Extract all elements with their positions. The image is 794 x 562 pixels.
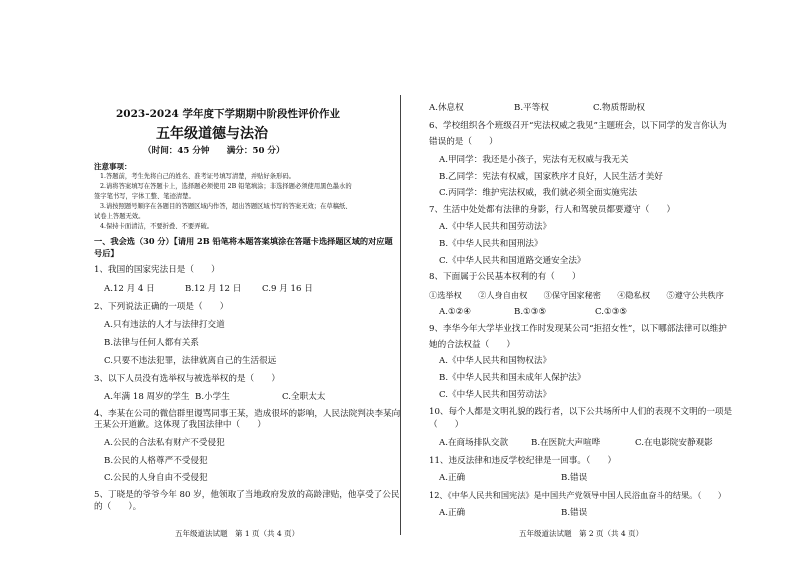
q1-option-c: C.9 月 16 日: [262, 284, 313, 294]
q3-option-c: C.全职太太: [282, 392, 326, 402]
q2-option-c: C.只要不违法犯罪，法律就离自己的生活很远: [104, 356, 277, 366]
q6-option-c: C.丙同学：维护宪法权威，我们就必须全面实施宪法: [439, 188, 638, 198]
question-12: 12、《中华人民共和国宪法》是中国共产党领导中国人民浴血奋斗的结果。（ ）: [429, 490, 726, 500]
question-6-cont: 错误的是（ ）: [429, 137, 498, 147]
q1-option-a: A.12 月 4 日: [104, 284, 155, 294]
q9-option-a: A.《中华人民共和国物权法》: [439, 356, 552, 366]
q10-option-b: B.在医院大声喧哗: [531, 438, 601, 448]
section-heading-cont: 号后】: [94, 248, 119, 258]
question-7: 7、生活中处处都有法律的身影，行人和驾驶员都要遵守（ ）: [429, 205, 676, 215]
q5-option-a: A.休息权: [429, 103, 464, 113]
notice-title: 注意事项：: [94, 162, 132, 171]
question-10: 10、每个人都是文明礼貌的践行者，以下公共场所中人们的表现不文明的一项是: [429, 407, 733, 417]
question-3: 3、以下人员没有选举权与被选举权的是（ ）: [94, 374, 280, 384]
q12-option-b: B.错误: [561, 508, 588, 518]
q11-option-b: B.错误: [561, 473, 588, 483]
q11-option-a: A.正确: [439, 473, 466, 483]
q4-option-b: B.公民的人格尊严不受侵犯: [104, 456, 208, 466]
q7-option-b: B.《中华人民共和国刑法》: [439, 239, 543, 249]
q4-option-c: C.公民的人身自由不受侵犯: [104, 473, 208, 483]
q1-option-b: B.12 月 12 日: [185, 284, 242, 294]
question-4: 4、李某在公司的微信群里谩骂同事王某，造成很坏的影响，人民法院判决李某向: [94, 409, 401, 419]
q3-option-a: A.年满 18 周岁的学生: [104, 392, 190, 402]
q2-option-a: A.只有违法的人才与法律打交道: [104, 320, 225, 330]
notice-line: 3.请按照题号顺序在各题目的答题区域内作答，超出答题区域书写的答案无效；在草稿纸、: [100, 203, 352, 210]
page-footer: 五年级道法试题 第 2 页（共 4 页）: [519, 529, 644, 538]
q8-option-c: C.①③⑤: [595, 307, 628, 317]
notice-line: 试卷上答题无效。: [94, 213, 145, 220]
question-11: 11、违反法律和违反学校纪律是一回事。（ ）: [429, 456, 617, 466]
q7-option-c: C.《中华人民共和国道路交通安全法》: [439, 256, 586, 266]
q6-option-b: B.乙同学：宪法有权威，国家秩序才良好，人民生活才美好: [439, 172, 663, 182]
question-4-cont: 王某公开道歉。这体现了我国法律中（ ）: [94, 420, 266, 430]
question-2: 2、下列说法正确的一项是（ ）: [94, 302, 229, 312]
q12-option-a: A.正确: [439, 508, 466, 518]
notice-line: 4.保持卡面清洁，不要折叠、不要弄破。: [100, 223, 214, 230]
exam-info: （时间：45 分钟 满分：50 分）: [143, 146, 285, 156]
q3-option-b: B.小学生: [195, 392, 230, 402]
q4-option-a: A.公民的合法私有财产不受侵犯: [104, 438, 225, 448]
q6-option-a: A.甲同学：我还是小孩子，宪法有无权威与我无关: [439, 155, 629, 165]
section-heading: 一、我会选（30 分）【请用 2B 铅笔将本题答案填涂在答题卡选择题区域的对应题: [94, 236, 393, 246]
question-5: 5、丁晓是的爷爷今年 80 岁，他领取了当地政府发放的高龄津贴，他享受了公民: [94, 490, 400, 500]
exam-year-title: 2023-2024 学年度下学期期中阶段性评价作业: [116, 108, 340, 120]
q7-option-a: A.《中华人民共和国劳动法》: [439, 222, 552, 232]
q5-option-b: B.平等权: [514, 103, 549, 113]
notice-line: 1.答题前，考生先将自己的姓名、准考证号填写清楚，并贴好条形码。: [100, 173, 295, 180]
notice-line: 签字笔书写，字体工整、笔迹清楚。: [94, 193, 195, 200]
question-1: 1、我国的国家宪法日是（ ）: [94, 265, 220, 275]
q8-option-a: A.①②④: [439, 307, 472, 317]
q10-option-a: A.在商场排队交款: [439, 438, 509, 448]
exam-page-2: [397, 0, 794, 562]
question-9-cont: 她的合法权益（ ）: [429, 340, 515, 350]
q10-option-c: C.在电影院安静观影: [635, 438, 713, 448]
question-9: 9、李华今年大学毕业找工作时发现某公司“拒招女性”，以下哪部法律可以维护: [429, 324, 727, 334]
question-6: 6、学校组织各个班级召开“宪法权威之我见”主题班会，以下同学的发言你认为: [429, 121, 727, 131]
q9-option-c: C.《中华人民共和国劳动法》: [439, 390, 552, 400]
question-8: 8、下面属于公民基本权利的有（ ）: [429, 272, 581, 282]
question-10-cont: （ ）: [429, 420, 464, 430]
q5-option-c: C.物质帮助权: [593, 103, 645, 113]
q8-option-b: B.①③⑤: [514, 307, 547, 317]
subject-title: 五年级道德与法治: [156, 126, 268, 142]
q2-option-b: B.法律与任何人都有关系: [104, 338, 199, 348]
notice-line: 2.请将答案填写在答题卡上，选择题必须使用 2B 铅笔填涂；非选择题必须使用黑色墨水的: [100, 183, 352, 190]
q8-items: ①选举权 ②人身自由权 ③保守国家秘密 ④隐私权 ⑤遵守公共秩序: [429, 290, 724, 300]
question-5-cont: 的（ ）。: [94, 502, 142, 512]
page-footer: 五年级道法试题 第 1 页（共 4 页）: [175, 529, 300, 538]
q9-option-b: B.《中华人民共和国未成年人保护法》: [439, 373, 586, 383]
